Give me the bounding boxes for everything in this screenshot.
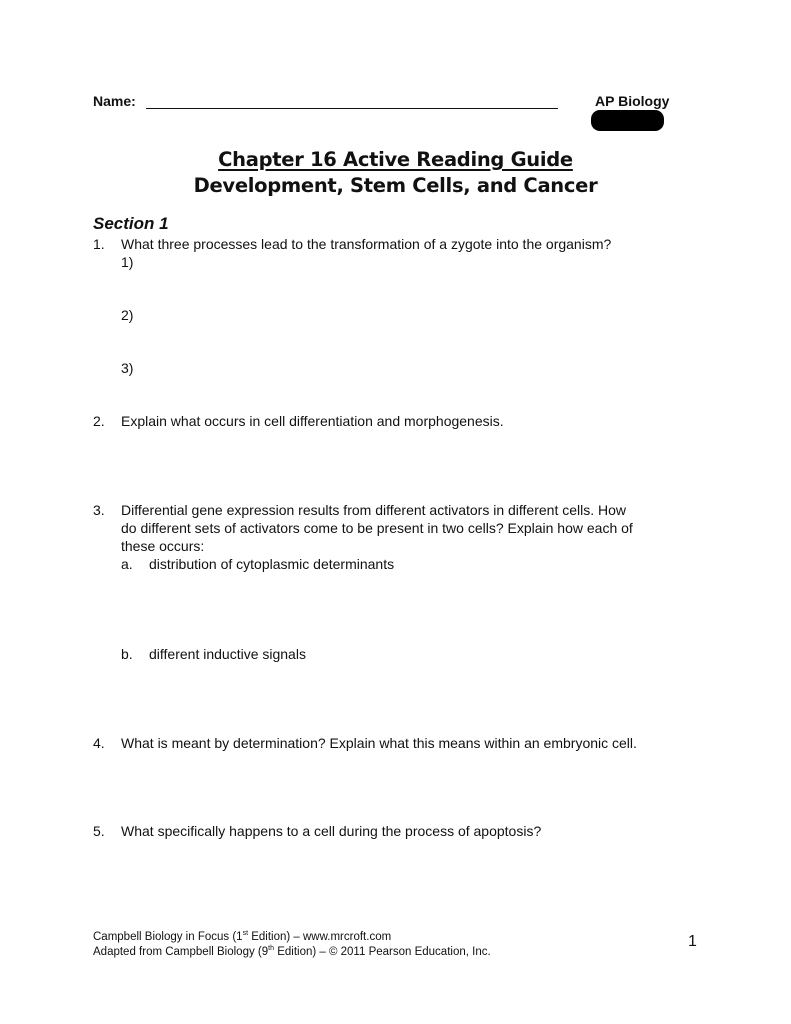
footer-text: Edition) – www.mrcroft.com	[248, 931, 392, 943]
footer-superscript: st	[242, 930, 249, 938]
page-title-text: Chapter 16 Active Reading Guide	[218, 148, 573, 171]
subquestion-letter: a.	[121, 556, 133, 572]
question-number: 1.	[93, 236, 105, 252]
course-label: AP Biology	[595, 93, 670, 109]
footer-text: Adapted from Campbell Biology (9	[93, 946, 269, 958]
question-text: What three processes lead to the transformation of a zygote into the organism?	[121, 236, 612, 252]
name-label: Name:	[93, 93, 136, 109]
subquestion-letter: b.	[121, 646, 133, 662]
footer-superscript: th	[268, 945, 274, 953]
subquestion-text: different inductive signals	[149, 646, 306, 662]
question-number: 5.	[93, 823, 105, 839]
question-number: 2.	[93, 413, 105, 429]
footer-copyright-line	[93, 946, 491, 958]
question-text-line: do different sets of activators come to be present in two cells? Explain how each of	[121, 520, 633, 536]
answer-item: 3)	[121, 360, 134, 376]
answer-item: 2)	[121, 307, 134, 323]
question-number: 3.	[93, 502, 105, 518]
name-blank-line	[146, 108, 558, 109]
question-text: What is meant by determination? Explain what this means within an embryonic cell.	[121, 735, 637, 751]
question-text: Explain what occurs in cell differentiation and morphogenesis.	[121, 413, 504, 429]
question-text-line: these occurs:	[121, 538, 205, 554]
section-heading: Section 1	[93, 214, 169, 233]
footer-source-line	[93, 931, 391, 943]
question-text: What specifically happens to a cell during the process of apoptosis?	[121, 823, 542, 839]
question-text-line: Differential gene expression results from different activators in different cells. How	[121, 502, 627, 518]
page-subtitle: Development, Stem Cells, and Cancer	[193, 174, 598, 197]
page-title	[0, 148, 791, 171]
footer-text: Edition) – © 2011 Pearson Education, Inc.	[274, 946, 491, 958]
footer-text: Campbell Biology in Focus (1	[93, 931, 243, 943]
question-number: 4.	[93, 735, 105, 751]
page-number: 1	[688, 933, 697, 950]
redaction-mark	[591, 110, 664, 131]
answer-item: 1)	[121, 254, 134, 270]
subquestion-text: distribution of cytoplasmic determinants	[149, 556, 395, 572]
